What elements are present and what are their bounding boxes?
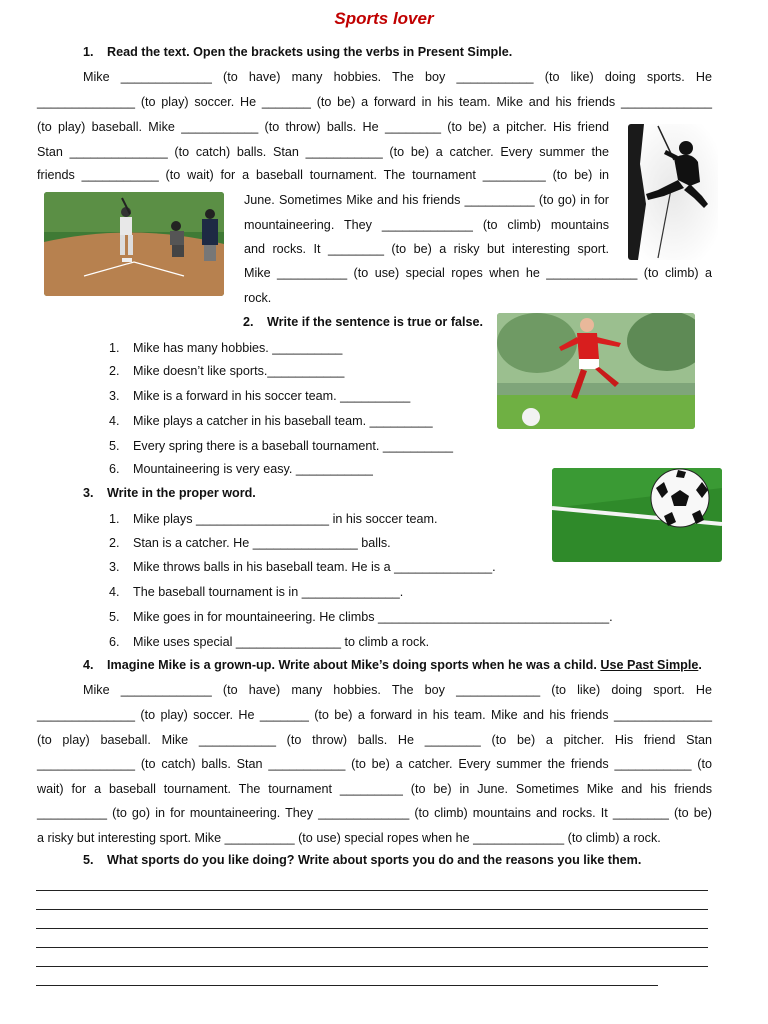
task1-line-1: Mike _____________ (to have) many hobbies. The boy ___________ (to like) doing sports. He [83,70,712,84]
task1-line-9: Mike __________ (to use) special ropes when he _____________ (to climb) a [244,266,712,280]
answer-line[interactable] [36,928,708,929]
task1-line-6: June. Sometimes Mike and his friends __________ (to go) in for [244,193,609,207]
baseball-image [44,192,224,296]
answer-line[interactable] [36,985,658,986]
list-item: 3. Mike is a forward in his soccer team. __________ [109,389,411,403]
task4-line-4: ______________ (to catch) balls. Stan ___________ (to be) a catcher. Every summer the friends ___________ (to [37,757,712,771]
task4-line-2: ______________ (to play) soccer. He _______ (to be) a forward in his team. Mike and his friends ______________ [37,708,712,722]
list-item: 1. Mike has many hobbies. __________ [109,341,343,355]
task4-line-3: (to play) baseball. Mike ___________ (to throw) balls. He ________ (to be) a pitcher. His friend Stan [37,733,712,747]
answer-line[interactable] [36,909,708,910]
list-item: 2. Stan is a catcher. He _______________ balls. [109,536,391,550]
task-2-heading: 2. Write if the sentence is true or false. [243,315,484,329]
task1-line-4: Stan ______________ (to catch) balls. Stan ___________ (to be) a catcher. Every summer the [37,145,609,159]
list-item: 4. The baseball tournament is in ______________. [109,585,404,599]
task4-line-1: Mike _____________ (to have) many hobbies. The boy ____________ (to like) doing sport. He [83,683,712,697]
task-3-heading: 3. Write in the proper word. [83,486,256,500]
task1-line-7: mountaineering. They _____________ (to climb) mountains [244,218,609,232]
worksheet-title: Sports lover [334,9,434,28]
list-item: 2. Mike doesn’t like sports.___________ [109,364,345,378]
task-5-heading: 5. What sports do you like doing? Write about sports you do and the reasons you like them. [83,853,642,867]
task1-line-10: rock. [244,291,272,305]
answer-line[interactable] [36,947,708,948]
task1-line-5: friends ___________ (to wait) for a baseball tournament. The tournament _________ (to be) in [37,168,609,182]
list-item: 3. Mike throws balls in his baseball team. He is a ______________. [109,560,496,574]
list-item: 5. Every spring there is a baseball tournament. __________ [109,439,453,453]
task1-line-2: ______________ (to play) soccer. He _______ (to be) a forward in his team. Mike and his friends _____________ [37,95,712,109]
task1-line-3: (to play) baseball. Mike ___________ (to throw) balls. He ________ (to be) a pitcher. His friend [37,120,609,134]
list-item: 4. Mike plays a catcher in his baseball team. _________ [109,414,433,428]
soccer-ball-image [552,468,722,562]
climber-image [628,124,718,260]
answer-line[interactable] [36,966,708,967]
task4-line-7: a risky but interesting sport. Mike __________ (to use) special ropes when he _____________ (to climb) a rock. [37,831,661,845]
task4-line-5: wait) for a baseball tournament. The tournament _________ (to be) in June. Sometimes Mike and his friends [37,782,712,796]
list-item: 6. Mike uses special _______________ to climb a rock. [109,635,430,649]
answer-line[interactable] [36,890,708,891]
list-item: 6. Mountaineering is very easy. ___________ [109,462,373,476]
list-item: 1. Mike plays ___________________ in his soccer team. [109,512,438,526]
task4-line-6: __________ (to go) in for mountaineering. They _____________ (to climb) mountains and rocks. It ________ (to be) [37,806,712,820]
list-item: 5. Mike goes in for mountaineering. He climbs _________________________________. [109,610,613,624]
soccer-player-image [497,313,695,429]
task1-line-8: and rocks. It ________ (to be) a risky but interesting sport. [244,242,609,256]
task-4-heading: 4. Imagine Mike is a grown-up. Write about Mike’s doing sports when he was a child. Use Past Simple. [83,658,702,672]
task-1-heading: 1. Read the text. Open the brackets using the verbs in Present Simple. [83,45,513,59]
